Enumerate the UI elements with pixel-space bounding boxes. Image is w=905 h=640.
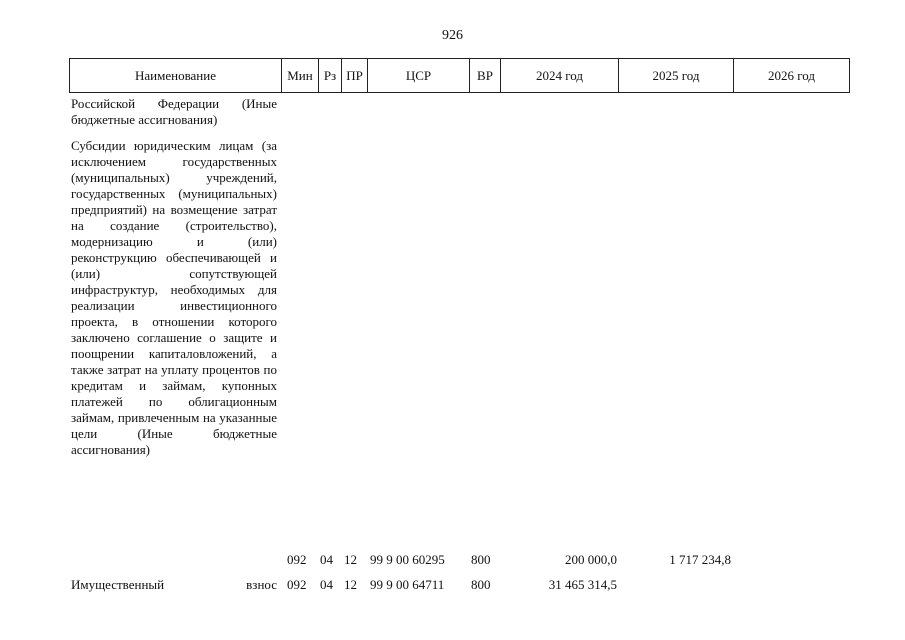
table-cell-csr: 99 9 00 64711	[370, 577, 445, 592]
header-name: Наименование	[70, 59, 282, 92]
table-cell-min: 092	[287, 577, 307, 592]
header-vr: ВР	[470, 59, 501, 92]
header-pr: ПР	[342, 59, 368, 92]
table-cell-vr: 800	[471, 552, 491, 567]
table-cell-2024: 200 000,0	[565, 552, 617, 567]
table-cell-rz: 04	[320, 577, 333, 592]
table-cell-2025: 1 717 234,8	[669, 552, 731, 567]
header-2025: 2025 год	[619, 59, 734, 92]
table-cell-vr: 800	[471, 577, 491, 592]
header-rz: Рз	[319, 59, 342, 92]
header-2026: 2026 год	[768, 67, 815, 83]
table-cell-2024: 31 465 314,5	[548, 577, 617, 592]
table-cell-rz: 04	[320, 552, 333, 567]
header-min: Мин	[282, 59, 319, 92]
table-row-name: Имущественный взнос	[71, 577, 277, 592]
header-2024: 2024 год	[501, 59, 619, 92]
table-cell-csr: 99 9 00 60295	[370, 552, 445, 567]
table-header	[69, 58, 850, 93]
header-csr: ЦСР	[368, 59, 470, 92]
page-number: 926	[442, 28, 463, 43]
table-row-name: Субсидии юридическим лицам (за исключением государственных (муниципальных) учреждений, государственных (муниципальных) предприятий) на возмещение затрат на создание (строительство), модернизацию и (или) реконструкцию обеспечивающей и (или) сопутствующей инфраструктур, необходимых для реализации инвестиционного проекта, в отношении которого заключено соглашение о защите и поощрении капиталовложений, а также затрат на уплату процентов по кредитам и займам, купонных платежей по облигационным займам, привлеченным на указанные цели (Иные бюджетные ассигнования)	[71, 138, 277, 457]
table-row-name: Российской Федерации (Иные бюджетные ассигнования)	[71, 96, 277, 127]
table-cell-pr: 12	[344, 552, 357, 567]
table-cell-min: 092	[287, 552, 307, 567]
table-cell-pr: 12	[344, 577, 357, 592]
